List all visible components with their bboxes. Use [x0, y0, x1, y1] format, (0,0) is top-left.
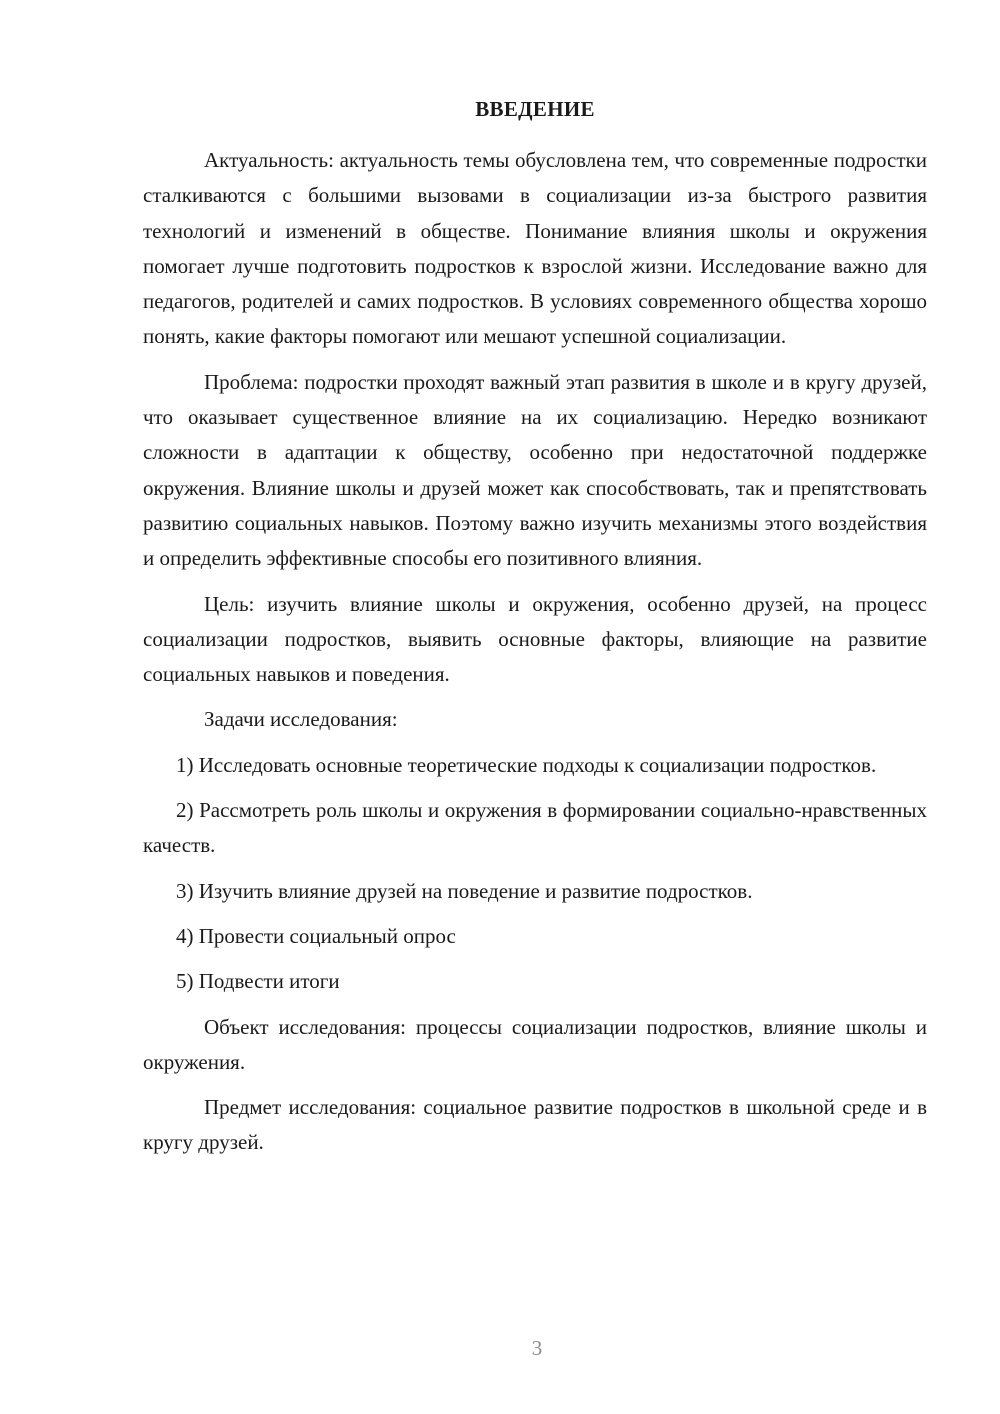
task-item: 3) Изучить влияние друзей на поведение и развитие подростков. [176, 878, 753, 903]
document-page [143, 95, 927, 1171]
task-item: 5) Подвести итоги [176, 969, 340, 994]
task-item: 2) Рассмотреть роль школы и окружения в формировании социально-нравственных качеств. [143, 798, 927, 858]
task-item: 4) Провести социальный опрос [176, 923, 456, 948]
problem-paragraph: Проблема: подростки проходят важный этап развития в школе и в кругу друзей, что оказывает существенное влияние на их социализацию. Нередко возникают сложности в адаптации к обществу, особенно при недостаточной поддержке окружения. Влияние школы и друзей может как способствовать, так и препятствовать развитию социальных навыков. Поэтому важно изучить механизмы этого воздействия и определить эффективные способы его позитивного влияния. [143, 369, 927, 571]
goal-paragraph: Цель: изучить влияние школы и окружения, особенно друзей, на процесс социализации подростков, выявить основные факторы, влияющие на развитие социальных навыков и поведения. [143, 591, 927, 687]
object-paragraph: Объект исследования: процессы социализации подростков, влияние школы и окружения. [143, 1014, 927, 1074]
subject-paragraph: Предмет исследования: социальное развитие подростков в школьной среде и в кругу друзей. [143, 1095, 927, 1155]
section-heading: ВВЕДЕНИЕ [475, 97, 595, 121]
relevance-paragraph: Актуальность: актуальность темы обусловлена тем, что современные подростки сталкиваются с большими вызовами в социализации из-за быстрого развития технологий и изменений в обществе. Понимание влияния школы и окружения помогает лучше подготовить подростков к взрослой жизни. Исследование важно для педагогов, родителей и самих подростков. В условиях современного общества хорошо понять, какие факторы помогают или мешают успешной социализации. [143, 148, 927, 349]
page-number: 3 [531, 1336, 543, 1360]
task-item: 1) Исследовать основные теоретические подходы к социализации подростков. [176, 752, 877, 777]
tasks-heading: Задачи исследования: [204, 707, 398, 732]
